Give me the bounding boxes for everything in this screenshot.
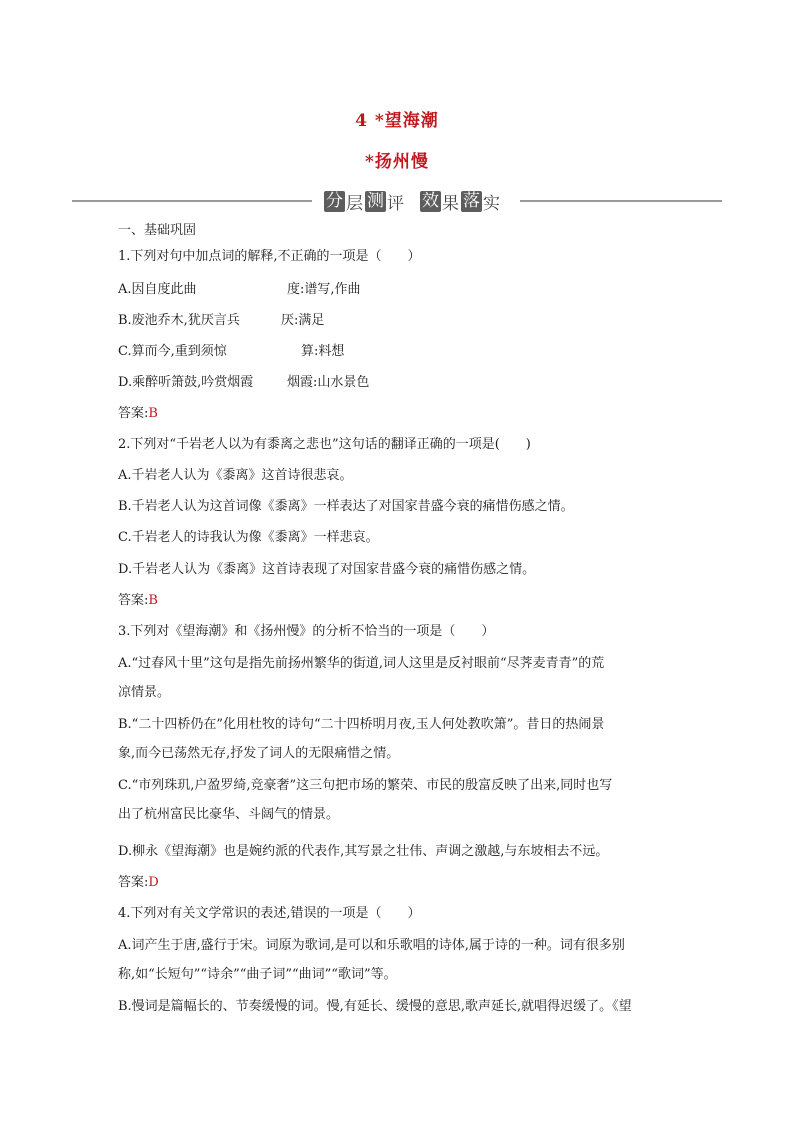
banner-char: 分	[326, 190, 343, 211]
q3-option-a-line2: 凉情景。	[118, 685, 171, 700]
q4-option-b-line1: B.慢词是篇幅长的、节奏缓慢的词。慢,有延长、缓慢的意思,歌声延长,就唱得迟缓了。《望	[118, 999, 632, 1014]
q1-option-b-gloss: 厌:满足	[281, 313, 325, 328]
q3-option-c-line2: 出了杭州富民比豪华、斗阔气的情景。	[118, 807, 340, 822]
title-main: 4 *望海潮	[355, 111, 439, 131]
q1-option-c-gloss: 算:料想	[301, 344, 345, 359]
q1-option-b	[118, 312, 325, 330]
q1-option-c	[118, 343, 345, 361]
banner-divider-left	[72, 200, 312, 202]
banner-char: 测	[367, 190, 384, 211]
q2-option-b: B.千岩老人认为这首词像《黍离》一样表达了对国家昔盛今衰的痛惜伤感之情。	[118, 499, 574, 514]
banner-char: 落	[463, 190, 480, 211]
q4-option-a-line1: A.词产生于唐,盛行于宋。词原为歌词,是可以和乐歌唱的诗体,属于诗的一种。词有很多别	[118, 938, 625, 953]
q1-option-d-text: D.乘醉听箫鼓,吟赏烟霞	[118, 375, 254, 390]
answer-label: 答案:	[118, 875, 149, 890]
banner-divider-right	[520, 200, 722, 202]
section-banner	[72, 188, 722, 214]
q3-answer	[118, 874, 159, 892]
q1-option-d-gloss: 烟霞:山水景色	[287, 375, 370, 390]
q2-option-a: A.千岩老人认为《黍离》这首诗很悲哀。	[118, 468, 353, 483]
banner-char: 效	[422, 190, 439, 211]
q2-stem: 2.下列对“千岩老人以为有黍离之悲也”这句话的翻译正确的一项是( )	[118, 437, 531, 452]
q3-stem: 3.下列对《望海潮》和《扬州慢》的分析不恰当的一项是（ ）	[118, 624, 495, 639]
section-heading: 一、基础巩固	[118, 223, 197, 238]
q2-answer	[118, 592, 158, 610]
q1-stem: 1.下列对句中加点词的解释,不正确的一项是（ ）	[118, 249, 421, 264]
banner-char: 层	[346, 193, 363, 214]
q1-answer	[118, 405, 158, 423]
banner-char: 评	[387, 193, 404, 214]
q1-option-a	[118, 281, 361, 299]
title-sub: *扬州慢	[365, 152, 429, 172]
answer-value: D	[148, 875, 159, 890]
q3-option-b-line1: B.“二十四桥仍在”化用杜牧的诗句“二十四桥明月夜,玉人何处教吹箫”。昔日的热闹景	[118, 717, 605, 732]
q4-option-a-line2: 称,如“长短句”“诗余”“曲子词”“曲词”“歌词”等。	[118, 967, 397, 982]
q1-option-a-text: A.因自度此曲	[118, 282, 197, 297]
q2-option-c: C.千岩老人的诗我认为像《黍离》一样悲哀。	[118, 530, 379, 545]
banner-char: 果	[442, 193, 459, 214]
q2-option-d: D.千岩老人认为《黍离》这首诗表现了对国家昔盛今衰的痛惜伤感之情。	[118, 562, 536, 577]
q1-option-c-text: C.算而今,重到须惊	[118, 344, 227, 359]
q3-option-b-line2: 象,而今已荡然无存,抒发了词人的无限痛惜之情。	[118, 746, 400, 761]
answer-value: B	[148, 406, 158, 421]
q1-option-b-text: B.废池乔木,犹厌言兵	[118, 313, 240, 328]
q4-stem: 4.下列对有关文学常识的表述,错误的一项是（ ）	[118, 906, 421, 921]
banner-text	[324, 188, 502, 214]
answer-value: B	[148, 593, 158, 608]
q1-option-a-gloss: 度:谱写,作曲	[287, 282, 361, 297]
q1-option-d	[118, 374, 370, 392]
banner-char: 实	[483, 193, 500, 214]
q3-option-a-line1: A.“过春风十里”这句是指先前扬州繁华的街道,词人这里是反衬眼前“尽荠麦青青”的荒	[118, 656, 605, 671]
q3-option-d: D.柳永《望海潮》也是婉约派的代表作,其写景之壮伟、声调之激越,与东坡相去不远。	[118, 844, 609, 859]
answer-label: 答案:	[118, 593, 149, 608]
q3-option-c-line1: C.“市列珠玑,户盈罗绮,竞豪奢”这三句把市场的繁荣、市民的殷富反映了出来,同时也写	[118, 778, 613, 793]
answer-label: 答案:	[118, 406, 149, 421]
